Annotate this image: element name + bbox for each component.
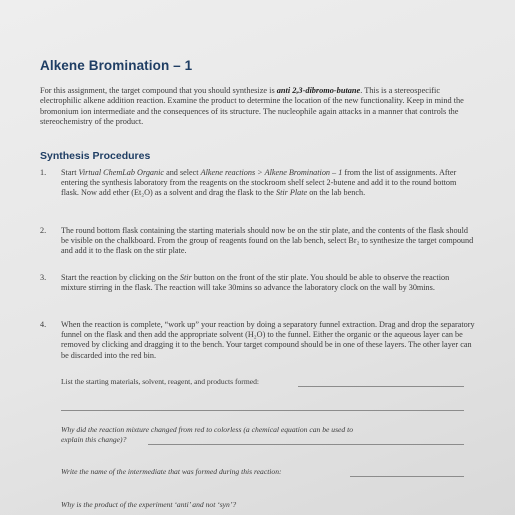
procedure-step-2 bbox=[40, 226, 476, 257]
page-title: Alkene Bromination – 1 bbox=[40, 58, 193, 73]
step-number: 2. bbox=[40, 226, 47, 235]
question-1: List the starting materials, solvent, reagent, and products formed: bbox=[61, 377, 260, 386]
answer-line-4[interactable] bbox=[350, 476, 464, 477]
stir-plate-term: Stir Plate bbox=[275, 188, 308, 198]
menu-path: Alkene reactions > Alkene Bromination – 1 bbox=[200, 168, 343, 177]
procedure-step-4 bbox=[40, 320, 476, 361]
procedure-step-1 bbox=[40, 168, 476, 199]
step-number: 3. bbox=[40, 273, 47, 282]
step-text: When the reaction is complete, “work up” your reaction by doing a separatory funnel extraction. Drag and drop the separatory funnel on the flask and then add the appropriate solvent (H₂O) to the funnel. Either the organic or the aqueous layer can be removed by clicking and dragging it to the bench. Your target compound should be in one of these layers. The other layer can be discarded into the red bin. bbox=[61, 320, 475, 360]
answer-line-3[interactable] bbox=[148, 444, 464, 445]
intro-text-1: For this assignment, the target compound that you should synthesize is bbox=[40, 86, 277, 95]
target-compound: anti 2,3-dibromo-butane bbox=[276, 86, 361, 95]
section-heading: Synthesis Procedures bbox=[40, 150, 151, 162]
procedure-step-3 bbox=[40, 273, 476, 293]
question-2-line-2: explain this change)? bbox=[61, 435, 127, 444]
step-text: Start Virtual ChemLab Organic and select Alkene reactions > Alkene Bromination – 1 from the list of assignments. After entering the synthesis laboratory from the reagents on the stockroom shelf select 2-butene and add it to the round bottom flask. Now add ether (Et₂O) as a solvent and drag the flask to the Stir Plate on the lab bench. bbox=[61, 168, 457, 198]
question-3: Write the name of the intermediate that was formed during this reaction: bbox=[61, 467, 282, 476]
question-4: Why is the product of the experiment ‘anti’ and not ‘syn’? bbox=[61, 500, 237, 509]
question-2-line-1: Why did the reaction mixture changed from red to colorless (a chemical equation can be used to bbox=[61, 425, 354, 434]
answer-line-1[interactable] bbox=[298, 386, 464, 387]
stir-button-term: Stir bbox=[179, 273, 192, 282]
intro-paragraph bbox=[40, 86, 476, 128]
step-number: 4. bbox=[40, 320, 47, 329]
step-text: The round bottom flask containing the starting materials should now be on the stir plate, and the contents of the flask should be visible on the chalkboard. From the group of reagents found on the lab bench, select Br₂ to synthesize the target compound and add it to the flask on the stir plate. bbox=[61, 226, 474, 256]
software-name: Virtual ChemLab Organic bbox=[78, 168, 165, 177]
step-text: Start the reaction by clicking on the Stir button on the front of the stir plate. You should be able to observe the reaction mixture stirring in the flask. The reaction will take 30mins so advance the laboratory clock on the wall by 30mins. bbox=[61, 273, 450, 293]
step-number: 1. bbox=[40, 168, 47, 177]
answer-line-2[interactable] bbox=[61, 410, 464, 411]
intro-text-2: . This is a stereospecific electrophilic alkene addition reaction. Examine the product to determine the location of the new functionality. Keep in mind the bromonium ion intermediate and the consequences of its structure. The nucleophile again attacks in a manner that controls the stereochemistry of the product. bbox=[40, 86, 464, 127]
